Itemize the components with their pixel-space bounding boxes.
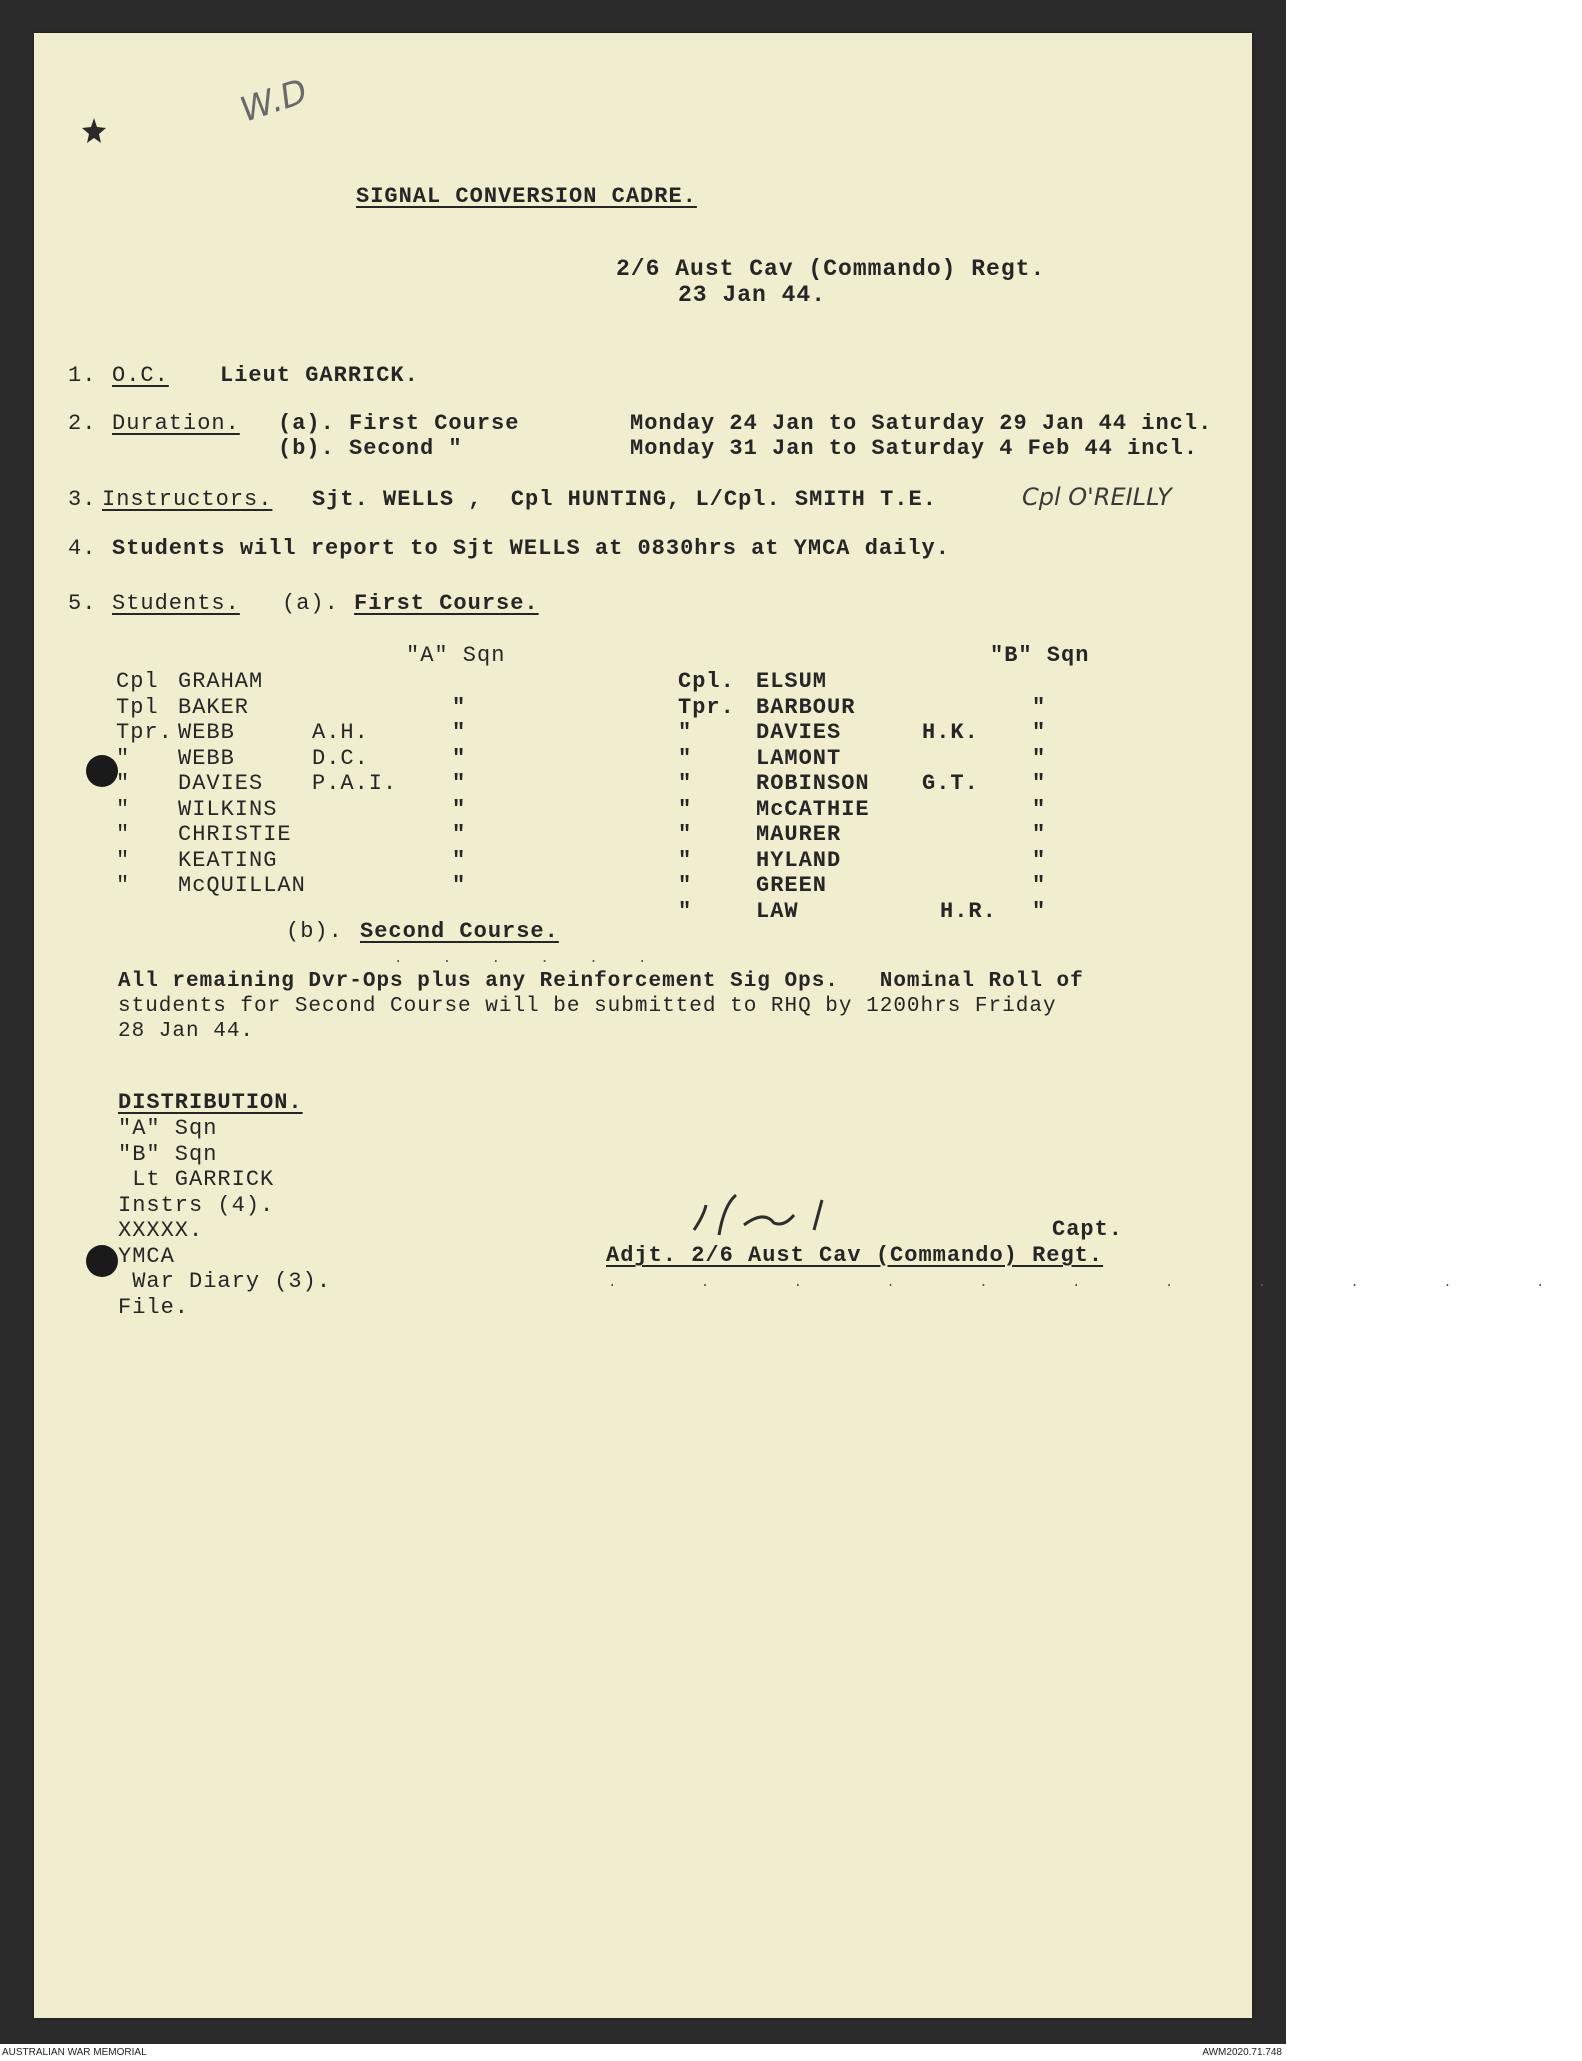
b-student-rank: Tpr.	[678, 694, 735, 720]
b-student-initials: G.T.	[922, 771, 979, 796]
a-sqn-header: "A" Sqn	[406, 643, 506, 668]
second-course-dates: Monday 31 Jan to Saturday 4 Feb 44 incl.	[630, 436, 1199, 461]
first-course-label: (a). First Course	[278, 411, 520, 436]
a-student-rank: "	[116, 771, 131, 796]
dotted-line: . . . . . .	[394, 951, 663, 967]
instructors-list: Sjt. WELLS , Cpl HUNTING, L/Cpl. SMITH T.E.	[312, 487, 937, 512]
a-student-rank: Cpl	[116, 669, 159, 694]
document-page	[34, 33, 1582, 2018]
a-student-sqn-ditto: "	[452, 720, 467, 745]
students-label: Students.	[112, 591, 240, 616]
a-student-rank: "	[116, 847, 131, 873]
b-student-sqn-ditto: "	[1032, 898, 1047, 924]
a-student-name: WEBB	[178, 745, 235, 771]
distribution-item: War Diary (3).	[118, 1269, 332, 1294]
b-student-name: ROBINSON	[756, 771, 870, 796]
a-student-initials: A.H.	[312, 720, 369, 745]
a-student-rank: "	[116, 873, 131, 898]
punch-hole-icon	[86, 1245, 118, 1277]
b-student-name: LAMONT	[756, 745, 842, 771]
oc-value: Lieut GARRICK.	[220, 363, 419, 388]
a-student-name: KEATING	[178, 847, 278, 873]
distribution-item: "B" Sqn	[118, 1141, 218, 1167]
first-course-heading: First Course.	[354, 591, 539, 616]
b-student-initials: H.R.	[940, 898, 997, 924]
a-student-rank: "	[116, 745, 131, 771]
signature-dotted-line: . . . . . . . . . . .	[608, 1275, 1582, 1291]
a-student-sqn-ditto: "	[452, 694, 467, 720]
b-student-rank: "	[678, 745, 693, 771]
b-student-rank: Cpl.	[678, 669, 735, 694]
b-student-sqn-ditto: "	[1032, 796, 1047, 822]
instructors-label: Instructors.	[102, 487, 273, 512]
b-student-rank: "	[678, 898, 693, 924]
distribution-item: Instrs (4).	[118, 1192, 275, 1218]
b-student-rank: "	[678, 822, 693, 847]
document-date: 23 Jan 44.	[678, 282, 827, 308]
handwritten-instructor: Cpl O'REILLY	[1022, 483, 1172, 511]
a-student-sqn-ditto: "	[452, 796, 467, 822]
b-student-name: ELSUM	[756, 669, 828, 694]
a-student-rank: "	[116, 796, 131, 822]
distribution-title: DISTRIBUTION.	[118, 1090, 303, 1115]
second-course-heading: Second Course.	[360, 919, 559, 944]
report-instructions: Students will report to Sjt WELLS at 0830hrs at YMCA daily.	[112, 536, 950, 561]
a-student-name: CHRISTIE	[178, 822, 292, 847]
a-student-name: BAKER	[178, 694, 250, 720]
b-student-sqn-ditto: "	[1032, 771, 1047, 796]
b-student-rank: "	[678, 796, 693, 822]
a-student-sqn-ditto: "	[452, 822, 467, 847]
second-course-text-3: 28 Jan 44.	[118, 1020, 255, 1043]
a-student-name: McQUILLAN	[178, 873, 306, 898]
b-student-name: GREEN	[756, 873, 828, 898]
distribution-item: XXXXX.	[118, 1218, 204, 1243]
unit-name: 2/6 Aust Cav (Commando) Regt.	[616, 256, 1046, 282]
document-title: SIGNAL CONVERSION CADRE.	[356, 184, 697, 209]
distribution-item: File.	[118, 1294, 190, 1320]
staple-icon	[79, 115, 109, 145]
signature-rank: Capt.	[1052, 1217, 1124, 1242]
b-student-sqn-ditto: "	[1032, 694, 1047, 720]
a-student-rank: Tpl	[116, 694, 159, 720]
item-4-number: 4.	[68, 536, 97, 561]
handwritten-initials: W.D	[235, 71, 313, 131]
distribution-item: Lt GARRICK	[118, 1167, 275, 1192]
first-course-dates: Monday 24 Jan to Saturday 29 Jan 44 incl.	[630, 411, 1213, 436]
item-2-number: 2.	[68, 411, 97, 436]
a-student-sqn-ditto: "	[452, 847, 467, 873]
b-student-sqn-ditto: "	[1032, 745, 1047, 771]
a-student-sqn-ditto: "	[452, 745, 467, 771]
footer-right: AWM2020.71.748	[1202, 2047, 1282, 2058]
b-student-name: MAURER	[756, 822, 842, 847]
signature-mark	[684, 1185, 904, 1245]
b-student-sqn-ditto: "	[1032, 873, 1047, 898]
b-student-name: McCATHIE	[756, 796, 870, 822]
b-student-sqn-ditto: "	[1032, 847, 1047, 873]
signature-appointment: Adjt. 2/6 Aust Cav (Commando) Regt.	[606, 1243, 1104, 1268]
a-student-sqn-ditto: "	[452, 873, 467, 898]
second-course-text-1: All remaining Dvr-Ops plus any Reinforcement Sig Ops. Nominal Roll of	[118, 970, 1084, 993]
b-student-rank: "	[678, 771, 693, 796]
distribution-item: YMCA	[118, 1243, 175, 1269]
a-student-name: WEBB	[178, 720, 235, 745]
b-student-sqn-ditto: "	[1032, 720, 1047, 745]
footer-left: AUSTRALIAN WAR MEMORIAL	[2, 2047, 147, 2058]
oc-label: O.C.	[112, 363, 169, 388]
b-student-initials: H.K.	[922, 720, 979, 745]
a-student-name: DAVIES	[178, 771, 264, 796]
a-student-sqn-ditto: "	[452, 771, 467, 796]
b-student-name: LAW	[756, 898, 799, 924]
second-course-label: (b). Second "	[278, 436, 463, 461]
b-sqn-header: "B" Sqn	[990, 643, 1090, 668]
a-student-initials: P.A.I.	[312, 771, 398, 796]
item-1-number: 1.	[68, 363, 97, 388]
a-student-rank: Tpr.	[116, 720, 173, 745]
a-student-name: WILKINS	[178, 796, 278, 822]
b-student-name: HYLAND	[756, 847, 842, 873]
students-a-label: (a).	[282, 591, 339, 616]
b-student-rank: "	[678, 847, 693, 873]
second-course-b-label: (b).	[286, 919, 343, 944]
duration-label: Duration.	[112, 411, 240, 436]
second-course-text-2: students for Second Course will be submitted to RHQ by 1200hrs Friday	[118, 995, 1057, 1018]
item-5-number: 5.	[68, 591, 97, 616]
a-student-initials: D.C.	[312, 745, 369, 771]
b-student-rank: "	[678, 873, 693, 898]
a-student-rank: "	[116, 822, 131, 847]
b-student-sqn-ditto: "	[1032, 822, 1047, 847]
a-student-name: GRAHAM	[178, 669, 264, 694]
b-student-name: DAVIES	[756, 720, 842, 745]
distribution-item: "A" Sqn	[118, 1116, 218, 1141]
punch-hole-icon	[86, 755, 118, 787]
b-student-rank: "	[678, 720, 693, 745]
b-student-name: BARBOUR	[756, 694, 856, 720]
item-3-number: 3.	[68, 487, 97, 512]
